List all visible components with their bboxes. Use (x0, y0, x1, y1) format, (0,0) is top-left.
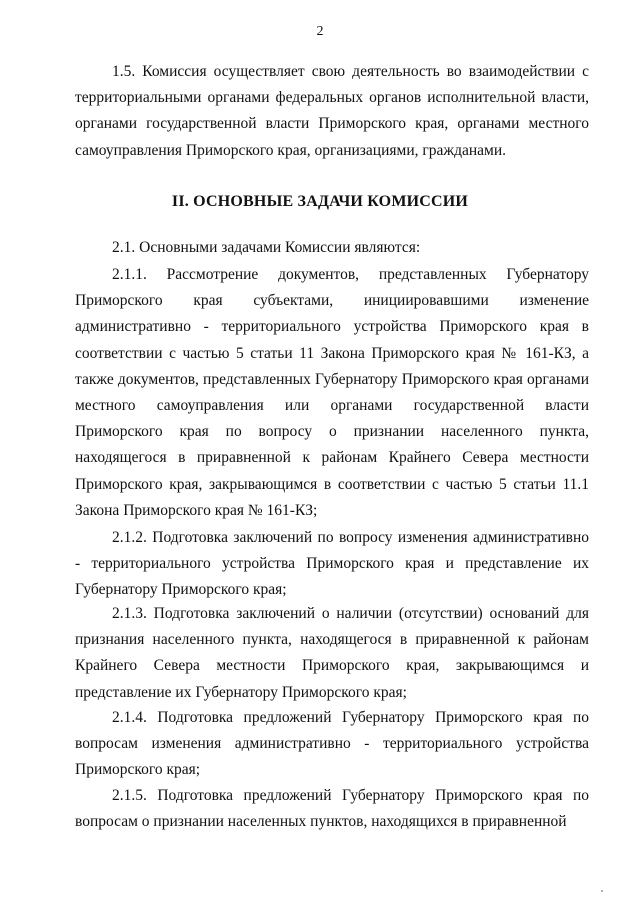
scan-speck (601, 890, 603, 892)
paragraph-2-1: 2.1. Основными задачами Комиссии являются: (112, 239, 421, 256)
page-number: 2 (316, 24, 324, 39)
paragraph-2-1-5: 2.1.5. Подготовка предложений Губернатору Приморского края по вопросам о признании населенных пунктов, находящихся в приравненной (75, 787, 589, 831)
paragraph-1-5: 1.5. Комиссия осуществляет свою деятельность во взаимодействии с территориальными органами федеральных органов исполнительной власти, органами государственной власти Приморского края, органами местного самоуправления Приморского края, организациями, гражданами. (75, 63, 589, 159)
paragraph-2-1-2: 2.1.2. Подготовка заключений по вопросу изменения административно - территориального устройства Приморского края и представление их Губернатору Приморского края; (75, 529, 589, 599)
paragraph-2-1-4: 2.1.4. Подготовка предложений Губернатору Приморского края по вопросам изменения административно - территориального устройства Приморского края; (75, 709, 589, 779)
paragraph-2-1-1: 2.1.1. Рассмотрение документов, представленных Губернатору Приморского края субъектами, инициировавшими изменение административно - территориального устройства Приморского края в соответствии с частью 5 статьи 11 Закона Приморского края № 161-КЗ, а также документов, представленных Губернатору Приморского края органами местного самоуправления или органами государственной власти Приморского края по вопросу о признании населенного пункта, находящегося в приравненной к районам Крайнего Севера местности Приморского края, закрывающимся в соответствии с частью 5 статьи 11.1 Закона Приморского края № 161-КЗ; (75, 266, 589, 519)
section-heading: II. ОСНОВНЫЕ ЗАДАЧИ КОМИССИИ (171, 193, 469, 210)
paragraph-2-1-3: 2.1.3. Подготовка заключений о наличии (отсутствии) оснований для признания населенного пункта, находящегося в приравненной к районам Крайнего Севера местности Приморского края, закрывающимся и представление их Губернатору Приморского края; (75, 605, 589, 701)
